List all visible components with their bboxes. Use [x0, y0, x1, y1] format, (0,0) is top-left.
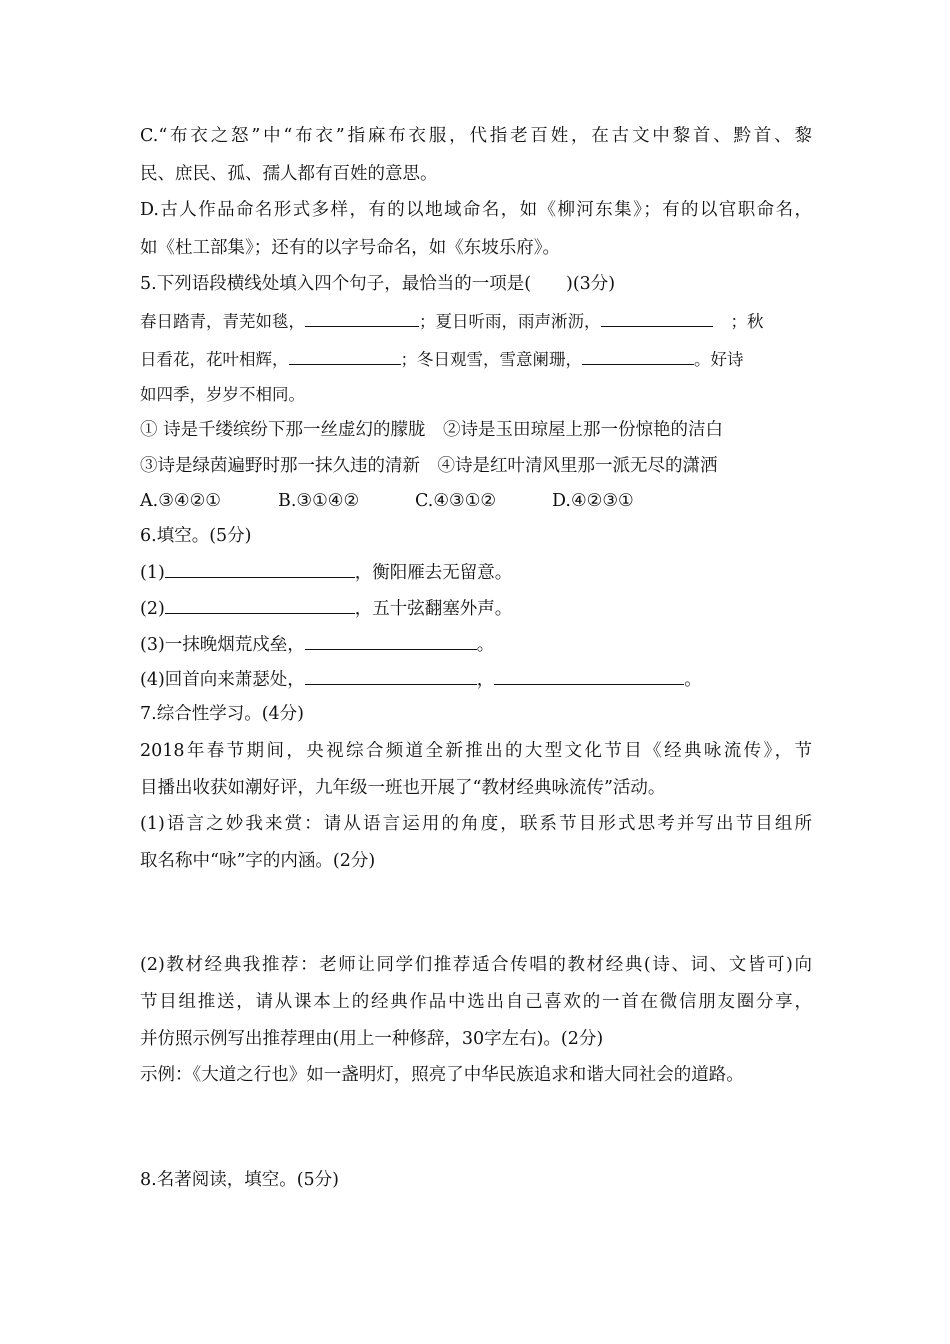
q7-title: 7.综合性学习。(4分): [140, 704, 304, 724]
q7-example: 示例：《大道之行也》如一盏明灯，照亮了中华民族追求和谐大同社会的道路。: [140, 1065, 744, 1085]
q6-blank-1[interactable]: [165, 560, 355, 578]
q5-title: 5.下列语段横线处填入四个句子，最恰当的一项是( )(3分): [140, 274, 616, 294]
q5-passage-line2: [140, 347, 812, 372]
q5-option-c[interactable]: C.④③①②: [415, 491, 497, 511]
q5-passage-text: 日看花，花叶相辉，: [140, 350, 289, 369]
q6-item-text: 。: [684, 670, 702, 690]
q5-blank-4[interactable]: [582, 347, 694, 365]
q6-item-number: (1): [140, 563, 165, 583]
q6-item-text: ，: [476, 670, 495, 690]
q6-item-text: (3)一抹晚烟荒戍垒，: [140, 635, 305, 655]
q5-option-b[interactable]: B.③①④②: [278, 491, 360, 511]
q4-option-d-line2: 如《杜工部集》；还有的以字号命名，如《东坡乐府》。: [140, 238, 560, 258]
q8-title: 8.名著阅读，填空。(5分): [140, 1170, 339, 1190]
q5-passage-line1: [140, 309, 812, 334]
q6-item-text: ，衡阳雁去无留意。: [354, 563, 513, 583]
q5-passage-line3: 如四季，岁岁不相同。: [140, 385, 305, 404]
q6-item-number: (2): [140, 599, 165, 619]
q5-option-a[interactable]: A.③④②①: [140, 491, 221, 511]
q6-blank-4[interactable]: [305, 667, 477, 685]
q6-item-3: [140, 632, 812, 657]
q7-part2-line3: 并仿照示例写出推荐理由(用上一种修辞，30字左右)。(2分): [140, 1029, 604, 1049]
q5-blank-1[interactable]: [305, 309, 419, 327]
q6-blank-5[interactable]: [494, 667, 684, 685]
q6-title: 6.填空。(5分): [140, 526, 252, 546]
q6-item-1: [140, 560, 812, 585]
q5-option-d[interactable]: D.④②③①: [552, 491, 634, 511]
q5-passage-text: 春日踏青，青芜如毯，: [140, 312, 305, 331]
q6-item-text: 。: [476, 635, 495, 655]
q5-blank-3[interactable]: [289, 347, 401, 365]
q6-item-text: (4)回首向来萧瑟处，: [140, 670, 305, 690]
q4-option-c-line2: 民、庶民、孤、孺人都有百姓的意思。: [140, 164, 438, 184]
q5-sentences-3-4: ③诗是绿茵遍野时那一抹久违的清新 ④诗是红叶清风里那一派无尽的潇洒: [140, 456, 718, 476]
q6-blank-3[interactable]: [305, 632, 477, 650]
q5-blank-2[interactable]: [601, 309, 713, 327]
q4-option-d-line1: D.古人作品命名形式多样，有的以地域命名，如《柳河东集》；有的以官职命名，: [140, 200, 812, 220]
q5-options: [140, 489, 812, 513]
q6-item-4: [140, 667, 812, 692]
q7-part1-line2: 取名称中“咏”字的内涵。(2分): [140, 851, 376, 871]
q5-sentences-1-2: ① 诗是千缕缤纷下那一丝虚幻的朦胧 ②诗是玉田琼屋上那一份惊艳的洁白: [140, 420, 724, 440]
q6-item-2: [140, 596, 812, 621]
q7-part2-line2: 节目组推送，请从课本上的经典作品中选出自己喜欢的一首在微信朋友圈分享，: [140, 992, 812, 1012]
q7-intro-line2: 目播出收获如潮好评，九年级一班也开展了“教材经典咏流传”活动。: [140, 778, 666, 798]
q5-passage-text: ；夏日听雨，雨声淅沥，: [419, 312, 601, 331]
q5-passage-text: ；冬日观雪，雪意阑珊，: [400, 350, 582, 369]
q5-passage-text: 。好诗: [694, 350, 744, 369]
q7-part1-line1: (1)语言之妙我来赏：请从语言运用的角度，联系节目形式思考并写出节目组所: [140, 814, 812, 834]
q7-part2-line1: (2)教材经典我推荐：老师让同学们推荐适合传唱的教材经典(诗、词、文皆可)向: [140, 955, 812, 975]
q6-blank-2[interactable]: [165, 596, 355, 614]
q4-option-c-line1: C.“布衣之怒”中“布衣”指麻布衣服，代指老百姓，在古文中黎首、黔首、黎: [140, 126, 812, 146]
q7-intro-line1: 2018年春节期间，央视综合频道全新推出的大型文化节目《经典咏流传》，节: [140, 741, 812, 761]
q5-passage-text: ；秋: [730, 312, 764, 331]
q6-item-text: ，五十弦翻塞外声。: [354, 599, 513, 619]
